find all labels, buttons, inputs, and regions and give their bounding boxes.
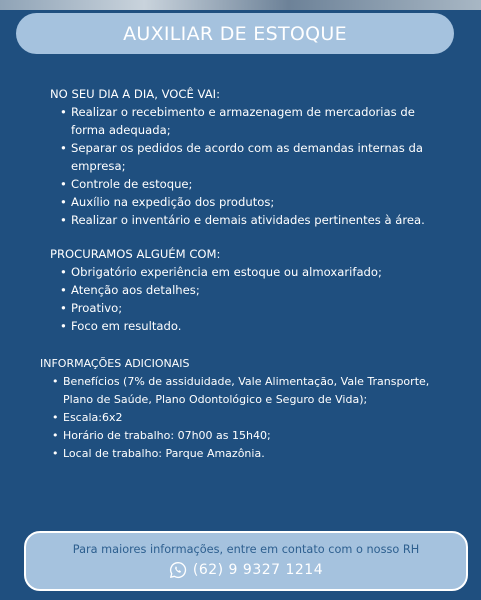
- list-item: • Separar os pedidos de acordo com as demandas internas da empresa;: [60, 139, 450, 175]
- list-item: • Horário de trabalho: 07h00 as 15h40;: [52, 427, 450, 445]
- day-to-day-heading: NO SEU DIA A DIA, VOCÊ VAI:: [50, 87, 220, 101]
- list-item: • Proativo;: [60, 299, 450, 317]
- additional-info-section: [40, 355, 450, 463]
- page-title: AUXILIAR DE ESTOQUE: [123, 22, 347, 45]
- phone-row[interactable]: [26, 561, 466, 579]
- list-item: • Realizar o recebimento e armazenagem de mercadorias de forma adequada;: [60, 103, 450, 139]
- contact-box: [24, 531, 468, 591]
- whatsapp-icon: [169, 561, 187, 579]
- phone-number: (62) 9 9327 1214: [192, 562, 324, 578]
- list-item: • Benefícios (7% de assiduidade, Vale Alimentação, Vale Transporte, Plano de Saúde, Plano Odontológico e Seguro de Vida);: [52, 373, 450, 409]
- top-photo-strip: [0, 0, 481, 10]
- looking-for-section: [50, 245, 450, 335]
- contact-text: Para maiores informações, entre em contato com o nosso RH: [72, 543, 420, 556]
- day-to-day-section: [50, 85, 450, 229]
- looking-for-heading: PROCURAMOS ALGUÉM COM:: [50, 247, 221, 261]
- list-item: • Controle de estoque;: [60, 175, 450, 193]
- list-item: • Local de trabalho: Parque Amazônia.: [52, 445, 450, 463]
- day-to-day-list: [60, 103, 450, 229]
- additional-info-list: [52, 373, 450, 463]
- looking-for-list: [60, 263, 450, 335]
- additional-info-heading: INFORMAÇÕES ADICIONAIS: [40, 357, 190, 370]
- title-banner: [16, 13, 454, 54]
- list-item: • Obrigatório experiência em estoque ou almoxarifado;: [60, 263, 450, 281]
- list-item: • Auxílio na expedição dos produtos;: [60, 193, 450, 211]
- list-item: • Realizar o inventário e demais atividades pertinentes à área.: [60, 211, 450, 229]
- list-item: • Atenção aos detalhes;: [60, 281, 450, 299]
- list-item: • Escala:6x2: [52, 409, 450, 427]
- list-item: • Foco em resultado.: [60, 317, 450, 335]
